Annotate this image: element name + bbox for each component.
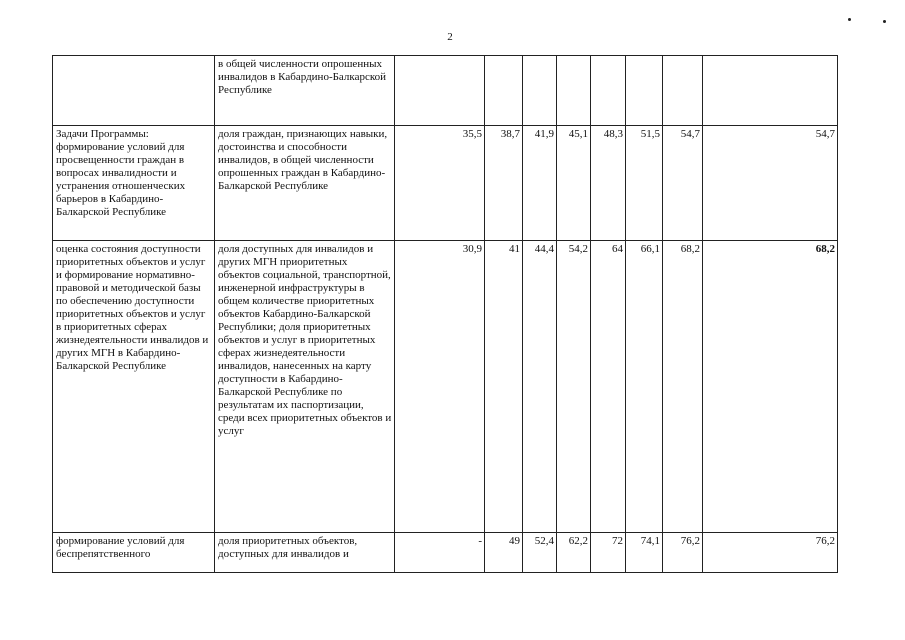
task-cell: оценка состояния доступности приоритетных объектов и услуг и формирование нормативно-правовой и методической базы по обеспечению доступности приоритетных объектов и услуг в приоритетных сферах жизнедеятельности инвалидов и других МГН в Кабардино-Балкарской Республике	[53, 241, 215, 533]
indicator-cell: доля граждан, признающих навыки, достоинства и способности инвалидов, в общей численности опрошенных граждан в Кабардино-Балкарской Республике	[215, 126, 395, 241]
value-cell: 52,4	[523, 533, 557, 573]
value-cell	[663, 56, 703, 126]
value-cell: 48,3	[591, 126, 626, 241]
value-cell	[703, 56, 838, 126]
value-cell: 76,2	[703, 533, 838, 573]
value-cell: 68,2	[663, 241, 703, 533]
program-indicators-table	[52, 55, 838, 573]
value-cell: 49	[485, 533, 523, 573]
value-cell	[523, 56, 557, 126]
value-cell: 54,7	[663, 126, 703, 241]
value-cell	[557, 56, 591, 126]
value-cell: 76,2	[663, 533, 703, 573]
value-cell	[395, 56, 485, 126]
task-cell: Задачи Программы: формирование условий для просвещенности граждан в вопросах инвалидности и устранения отношенческих барьеров в Кабардино-Балкарской Республике	[53, 126, 215, 241]
value-cell: 35,5	[395, 126, 485, 241]
table-row	[53, 126, 838, 241]
value-cell: 45,1	[557, 126, 591, 241]
value-cell: 62,2	[557, 533, 591, 573]
table-row	[53, 56, 838, 126]
task-cell: формирование условий для беспрепятственного	[53, 533, 215, 573]
value-cell: 38,7	[485, 126, 523, 241]
value-cell	[485, 56, 523, 126]
value-cell: 72	[591, 533, 626, 573]
table-row	[53, 533, 838, 573]
value-cell: 54,2	[557, 241, 591, 533]
value-cell: 30,9	[395, 241, 485, 533]
value-cell: 74,1	[626, 533, 663, 573]
value-cell	[591, 56, 626, 126]
indicator-cell: в общей численности опрошенных инвалидов в Кабардино-Балкарской Республике	[215, 56, 395, 126]
value-cell: 51,5	[626, 126, 663, 241]
indicator-cell: доля доступных для инвалидов и других МГН приоритетных объектов социальной, транспортной, инженерной инфраструктуры в общем количестве приоритетных объектов Кабардино-Балкарской Республики; доля приоритетных объектов и услуг в приоритетных сферах жизнедеятельности инвалидов, нанесенных на карту доступности в Кабардино-Балкарской Республике по результатам их паспортизации, среди всех приоритетных объектов и услуг	[215, 241, 395, 533]
task-cell	[53, 56, 215, 126]
page-number: 2	[447, 31, 453, 43]
value-cell: 66,1	[626, 241, 663, 533]
value-cell: 54,7	[703, 126, 838, 241]
value-cell: 64	[591, 241, 626, 533]
value-cell: 44,4	[523, 241, 557, 533]
scan-artifact-dot	[883, 20, 886, 23]
value-cell	[626, 56, 663, 126]
value-cell: 41	[485, 241, 523, 533]
indicator-cell: доля приоритетных объектов, доступных для инвалидов и	[215, 533, 395, 573]
scan-artifact-dot	[848, 18, 851, 21]
value-cell: 41,9	[523, 126, 557, 241]
value-cell: -	[395, 533, 485, 573]
table-row	[53, 241, 838, 533]
value-cell: 68,2	[703, 241, 838, 533]
